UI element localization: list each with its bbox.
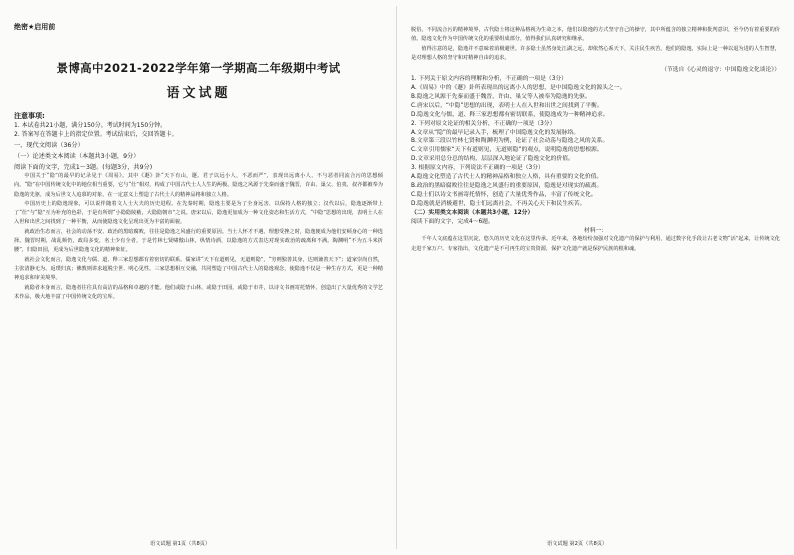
exam-subtitle: 语文试题 — [166, 86, 231, 101]
passage-paragraph-8: 千年人文底蕴在这里沉淀，悠久的历史文化在这里传承。近年来，各地纷纷加强对文化遗产的保护与利用，通过数字化手段让古老文物“活”起来，让传统文化走进千家万户。专家指出，文化遗产是不可再生的宝贵资源，保护文化遗产就是保护民族的根和魂。 — [411, 236, 780, 252]
passage-paragraph-4: 就社会文化而言，隐逸文化与儒、道、释三家思想都有着密切的联系。儒家讲“天下有道则见，无道则隐”，“穷则独善其身，达则兼善天下”；道家崇尚自然，主张清静无为、返璞归真；佛教则讲求超脱尘世、明心见性。三家思想相互交融，共同塑造了中国古代士人的隐逸观念，使隐逸不仅是一种生存方式，更是一种精神追求和审美境界。 — [14, 256, 383, 282]
question-2-option-a: A.文章从“隐”的最早记录入手，梳理了中国隐逸文化的发展脉络。 — [411, 129, 580, 136]
question-1-option-d: D.隐逸文化与儒、道、释三家思想都有密切联系，使隐逸成为一种精神追求。 — [411, 111, 609, 118]
subsection-heading-2: （二）实用类文本阅读（本题共3小题，12分） — [411, 209, 534, 216]
passage-paragraph-6: 脱俗，不同流合污的精神境界，古代隐士将这种品格视为生命之本，他们以隐逸的方式坚守自己的操守，其中所蕴含的独立精神和批判意识，至今仍有着重要的价值。隐逸文化作为中国传统文化的重要组成部分，值得我们认真研究和继承。 — [411, 27, 780, 43]
question-1: 1. 下列关于原文内容的理解和分析，不正确的一项是（3分） — [411, 76, 567, 83]
question-3-option-d: D.隐逸就是消极避世，隐士们远离社会，不再关心天下和民生疾苦。 — [411, 200, 586, 207]
material-label: 材料一： — [583, 227, 608, 234]
exam-title: 景博高中2021-2022学年第一学期高二年级期中考试 — [56, 61, 341, 75]
passage-paragraph-1: 中国关于“隐”的最早的记录见于《周易》。其中《遯》卦“天下有山，遯。君子以远小人，不恶而严”，表现出远离小人、不与恶者同流合污的思想倾向。“隐”在中国传统文化中的地位相当重要，它与“仕”相对，构成了中国古代士人人生的两极。隐逸之风源于先秦而盛于魏晋，许由、巢父、伯夷、叔齐都被奉为隐逸的先驱，成为后世文人追慕的对象，在一定意义上塑造了古代士人的精神品格和独立人格。 — [14, 173, 383, 198]
question-1-option-a: A.《周易》中的《遯》卦所表现出的远离小人的思想，是中国隐逸文化的源头之一。 — [411, 85, 626, 91]
section-heading: 一、现代文阅读（36分） — [14, 142, 84, 149]
question-3-option-a: A.隐逸文化塑造了古代士人的精神品格和独立人格，具有重要的文化价值。 — [411, 174, 603, 181]
page-footer-1: 语文试题 第1页（共8页） — [150, 541, 211, 547]
question-2-option-d: D.文章采用总分总的结构，层层深入地论证了隐逸文化的价值。 — [411, 156, 574, 163]
question-3-option-c: C.隐士们以诗文书画寄托情怀，创造了大量优秀作品，丰富了传统文化。 — [411, 191, 597, 198]
question-2: 2. 下列对原文论证的相关分析，不正确的一项是（3分） — [411, 120, 556, 127]
reading-instruction-2: 阅读下面的文字，完成4～6题。 — [411, 218, 494, 225]
passage-source: （节选自《心灵的退守：中国隐逸文化谈论》） — [661, 67, 780, 74]
question-2-option-c: C.文章引用儒家“天下有道则见，无道则隐”的观点，说明隐逸的思想根源。 — [411, 147, 603, 154]
question-1-option-c: C.唐宋以后，“中隐”思想的出现，表明士人在入世和出世之间找到了平衡。 — [411, 102, 603, 109]
notice-item-2: 2. 答案写在答题卡上的指定位置。考试结束后，交回答题卡。 — [14, 131, 178, 138]
passage-paragraph-3: 就政治生态而言，社会的动荡不安、政治的黑暗腐败，往往是隐逸之风盛行的重要原因。当士人怀才不遇、理想受挫之时，隐逸便成为他们安顿身心的一种选择。魏晋时期，战乱频仍，政局多变，名士少有全者，于是竹林七贤啸傲山林，纵情诗酒，以隐逸的方式表达对现实政治的疏离和不满。陶渊明“不为五斗米折腰”，归隐田园，更成为后世隐逸文化的精神象征。 — [14, 228, 383, 254]
notice-heading: 注意事项: — [14, 112, 45, 120]
question-2-option-b: B.文章第三段以竹林七贤和陶渊明为例，论证了社会动荡与隐逸之风的关系。 — [411, 138, 609, 145]
secret-label: 绝密★启用前 — [14, 23, 56, 31]
question-3-option-b: B.政治的黑暗腐败往往是隐逸之风盛行的重要原因，隐逸是对现实的疏离。 — [411, 182, 603, 189]
subsection-heading: （一）论述类文本阅读（本题共3小题，9分） — [14, 153, 140, 160]
passage-paragraph-2: 中国历史上的隐逸现象，可以说伴随着文人士大夫的历史进程。在先秦时期，隐逸主要是为了全身远害，以保持人格的独立；汉代以后，隐逸逐渐带上了“仕”与“隐”互为补充的色彩，于是有所谓“小隐隐陵薮，大隐隐朝市”之说。唐宋以后，隐逸更加成为一种文化姿态和生活方式，“中隐”思想的出现，表明士人在入世和出世之间找到了一种平衡，从而使隐逸文化呈现出更为丰富的面貌。 — [14, 200, 383, 226]
reading-instruction: 阅读下面的文字，完成1～3题。(每题3分，共9分) — [14, 164, 153, 171]
page-footer-2: 语文试题 第2页（共8页） — [547, 541, 608, 547]
passage-paragraph-7: 值得注意的是，隐逸并不意味着消极避世。许多隐士虽然身处江湖之远，却依然心系天下，关注民生疾苦。他们的隐逸，实际上是一种以退为进的人生智慧，是对理想人格的坚守和对精神自由的追求。 — [411, 45, 780, 61]
exam-page-2 — [397, 0, 794, 555]
notice-item-1: 1. 本试卷共21小题，满分150分。考试时间为150分钟。 — [14, 122, 167, 129]
passage-paragraph-5: 就隐者本身而言，隐逸者往往具有高洁的品格和卓越的才能。他们或隐于山林，或隐于田园，或隐于市井，以诗文书画寄托情怀，创造出了大量优秀的文学艺术作品，极大地丰富了中国传统文化的宝库。 — [14, 284, 383, 300]
question-1-option-b: B.隐逸之风源于先秦而盛于魏晋，许由、巢父等人被奉为隐逸的先驱。 — [411, 93, 591, 100]
question-3: 3. 根据原文内容，下列说法不正确的一项是（3分） — [411, 165, 544, 172]
